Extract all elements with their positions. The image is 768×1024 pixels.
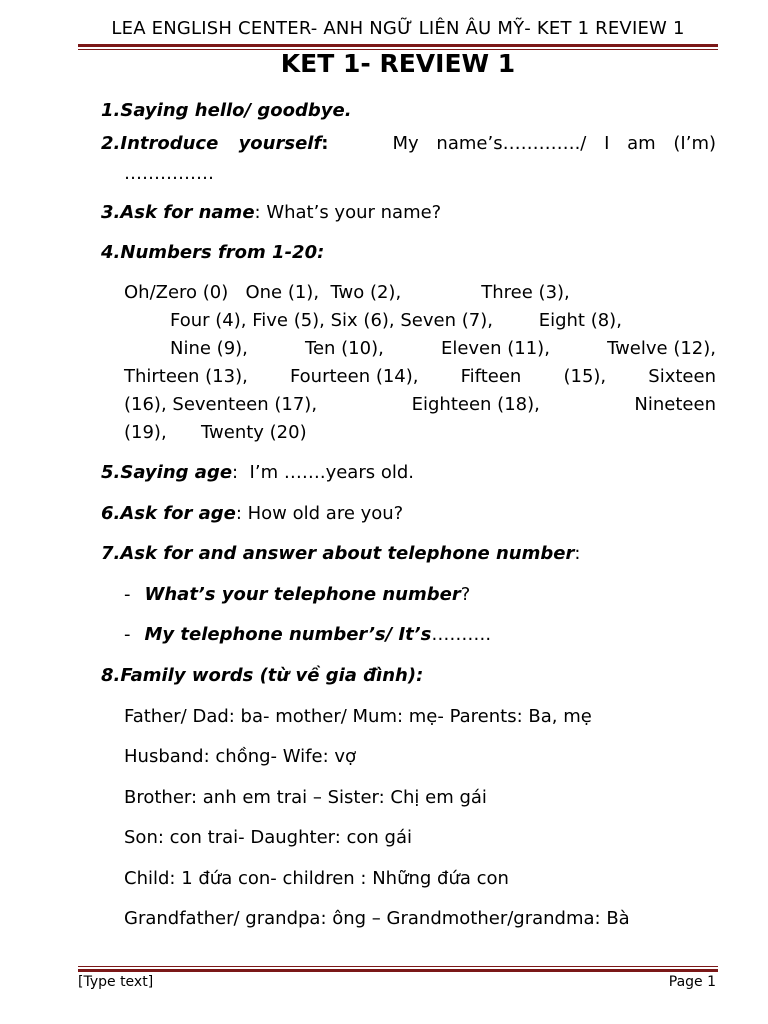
numbers-line <box>170 338 716 359</box>
telephone-question <box>124 584 470 605</box>
item-heading: Saying age <box>120 462 233 483</box>
item-2 <box>101 133 716 154</box>
family-word-line: Brother: anh em trai – Sister: Chị em gái <box>124 787 487 808</box>
item-number: 5. <box>101 462 121 483</box>
number-token: Nineteen <box>634 394 716 415</box>
item-separator: : <box>321 133 329 154</box>
item-number: 4. <box>101 242 121 263</box>
item-number: 8. <box>101 665 121 686</box>
number-token: Eighteen (18), <box>411 394 540 415</box>
header-title: LEA ENGLISH CENTER- ANH NGỮ LIÊN ÂU MỸ- KET 1 REVIEW 1 <box>111 18 685 39</box>
item-number: 2. <box>101 133 121 154</box>
item-7 <box>101 543 580 564</box>
document-title: KET 1- REVIEW 1 <box>280 49 516 78</box>
item-text: My name’s…………./ I am (I’m) <box>392 133 716 154</box>
telephone-answer <box>124 624 491 645</box>
numbers-line: Four (4), Five (5), Six (6), Seven (7), Eight (8), <box>170 310 622 331</box>
telephone-answer-rest: ………. <box>431 624 492 645</box>
number-token: Thirteen (13), <box>124 366 248 387</box>
footer-rule-thin <box>78 966 718 967</box>
number-token: (16), Seventeen (17), <box>124 394 318 415</box>
item-heading: Family words (từ về gia đình): <box>120 665 424 686</box>
telephone-question-bold: What’s your telephone number <box>144 584 461 605</box>
family-word-line: Child: 1 đứa con- children : Những đứa con <box>124 868 509 889</box>
number-token: Fifteen <box>460 366 522 387</box>
telephone-answer-bold: My telephone number’s/ It’s <box>144 624 432 645</box>
bullet-dash: - <box>124 584 131 605</box>
item-1 <box>101 100 352 121</box>
number-token: Eleven (11), <box>440 338 550 359</box>
number-token: (15), <box>563 366 607 387</box>
footer-rule-thick <box>78 969 718 972</box>
item-5 <box>101 462 414 483</box>
family-word-line: Son: con trai- Daughter: con gái <box>124 827 413 848</box>
item-number: 3. <box>101 202 121 223</box>
item-heading: Ask for age <box>120 503 236 524</box>
numbers-line <box>124 394 716 415</box>
header-rule-thick <box>78 44 718 47</box>
item-heading: Numbers from 1-20: <box>120 242 325 263</box>
footer-left-text: [Type text] <box>78 974 154 990</box>
family-word-line: Grandfather/ grandpa: ông – Grandmother/grandma: Bà <box>124 908 630 929</box>
item-number: 6. <box>101 503 121 524</box>
item-heading: Saying hello/ goodbye. <box>120 100 352 121</box>
item-text: : I’m …….years old. <box>232 462 414 483</box>
family-word-line: Father/ Dad: ba- mother/ Mum: mẹ- Parents: Ba, mẹ <box>124 706 592 727</box>
telephone-question-rest: ? <box>460 584 471 605</box>
item-number: 7. <box>101 543 121 564</box>
item-3 <box>101 202 441 223</box>
number-token: Nine (9), <box>170 338 248 359</box>
number-token: Twelve (12), <box>607 338 716 359</box>
item-4 <box>101 242 324 263</box>
number-token: Fourteen (14), <box>289 366 419 387</box>
numbers-line: Oh/Zero (0) One (1), Two (2), Three (3), <box>124 282 570 303</box>
item-2-continuation: …………… <box>124 163 214 184</box>
numbers-line <box>124 366 716 387</box>
item-heading: Ask for name <box>120 202 255 223</box>
item-heading: Introduce yourself <box>120 133 322 154</box>
item-text: : <box>574 543 581 564</box>
number-token: Sixteen <box>648 366 716 387</box>
number-token: Ten (10), <box>305 338 384 359</box>
item-number: 1. <box>101 100 121 121</box>
item-text: : What’s your name? <box>254 202 442 223</box>
page-number: Page 1 <box>668 974 716 990</box>
item-text: : How old are you? <box>235 503 404 524</box>
bullet-dash: - <box>124 624 131 645</box>
numbers-line: (19), Twenty (20) <box>124 422 307 443</box>
item-8 <box>101 665 423 686</box>
family-word-line: Husband: chồng- Wife: vợ <box>124 746 357 767</box>
item-heading: Ask for and answer about telephone number <box>120 543 575 564</box>
item-6 <box>101 503 403 524</box>
